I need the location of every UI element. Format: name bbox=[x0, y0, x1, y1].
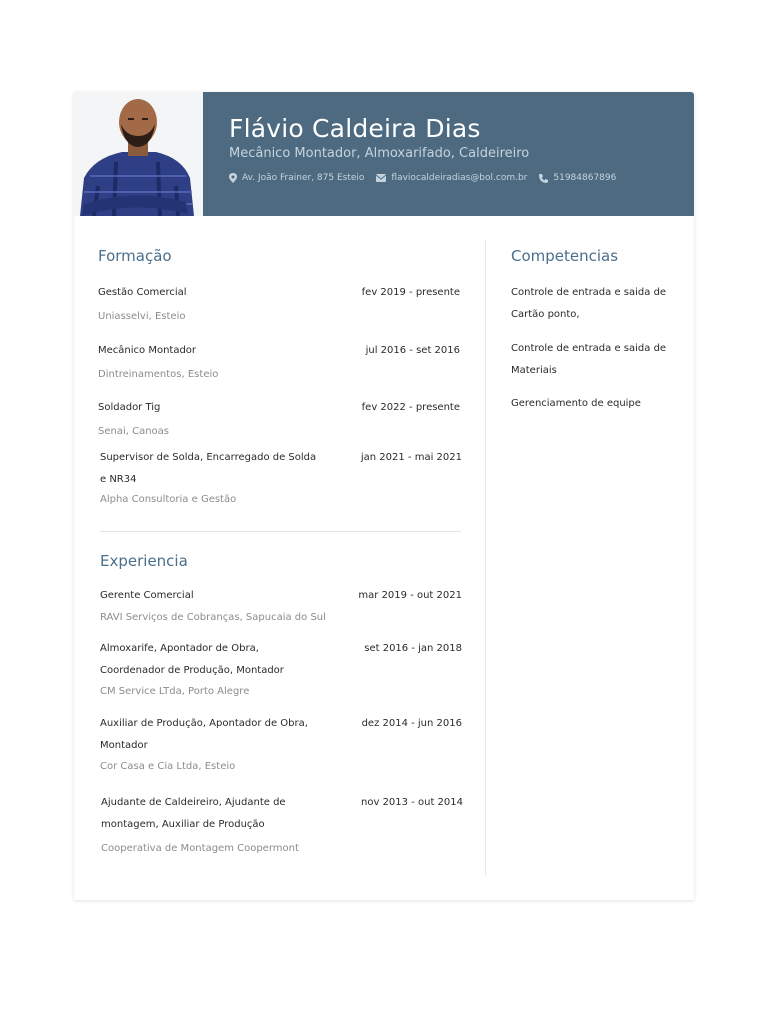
envelope-icon bbox=[376, 174, 386, 182]
entry-role: Mecânico Montador bbox=[98, 345, 197, 356]
entry-role: Supervisor de Solda, Encarregado de Solda e NR34 bbox=[100, 452, 317, 485]
entry-role: Auxiliar de Produção, Apontador de Obra, Montador bbox=[100, 718, 308, 751]
section-divider bbox=[100, 531, 461, 532]
contact-info bbox=[229, 173, 616, 183]
entry-org: Alpha Consultoria e Gestão bbox=[100, 494, 237, 505]
entry-date: set 2016 - jan 2018 bbox=[364, 643, 462, 654]
entry-role: Soldador Tig bbox=[98, 402, 161, 413]
phone-text: 51984867896 bbox=[553, 173, 617, 183]
entry-org: Dintreinamentos, Esteio bbox=[98, 369, 219, 380]
entry-role: Ajudante de Caldeireiro, Ajudante de montagem, Auxiliar de Produção bbox=[101, 797, 286, 830]
entry-date: dez 2014 - jun 2016 bbox=[361, 718, 462, 729]
person-name: Flávio Caldeira Dias bbox=[229, 114, 481, 143]
email-text: flaviocaldeiradias@bol.com.br bbox=[391, 173, 528, 183]
profile-photo bbox=[74, 92, 203, 216]
experience-title: Experiencia bbox=[100, 552, 188, 570]
resume-header bbox=[203, 92, 694, 216]
competencies-title: Competencias bbox=[511, 247, 619, 265]
entry-org: Cooperativa de Montagem Coopermont bbox=[101, 843, 299, 854]
entry-role: Almoxarife, Apontador de Obra, Coordenador de Produção, Montador bbox=[100, 643, 284, 676]
entry-date: jan 2021 - mai 2021 bbox=[360, 452, 462, 463]
person-title: Mecânico Montador, Almoxarifado, Caldeireiro bbox=[229, 146, 530, 161]
entry-date: fev 2019 - presente bbox=[361, 287, 460, 298]
resume-card bbox=[74, 92, 694, 900]
entry-role: Gerente Comercial bbox=[100, 590, 194, 601]
competency-item: Controle de entrada e saida de Cartão ponto, bbox=[511, 287, 667, 320]
entry-date: fev 2022 - presente bbox=[361, 402, 460, 413]
entry-org: Cor Casa e Cia Ltda, Esteio bbox=[100, 761, 236, 772]
map-pin-icon bbox=[229, 173, 237, 183]
entry-org: Uniasselvi, Esteio bbox=[98, 311, 186, 322]
contact-email[interactable] bbox=[376, 173, 527, 183]
contact-address bbox=[229, 173, 364, 183]
entry-role: Gestão Comercial bbox=[98, 287, 187, 298]
competency-item: Gerenciamento de equipe bbox=[511, 398, 641, 409]
column-divider bbox=[485, 240, 486, 876]
contact-phone[interactable] bbox=[539, 173, 616, 183]
entry-org: CM Service LTda, Porto Alegre bbox=[100, 686, 250, 697]
entry-org: RAVI Serviços de Cobranças, Sapucaia do Sul bbox=[100, 612, 326, 623]
address-text: Av. João Frainer, 875 Esteio bbox=[242, 173, 365, 183]
phone-icon bbox=[539, 174, 548, 183]
entry-date: nov 2013 - out 2014 bbox=[361, 797, 463, 808]
education-title: Formação bbox=[98, 247, 172, 265]
entry-date: mar 2019 - out 2021 bbox=[358, 590, 462, 601]
competency-item: Controle de entrada e saida de Materiais bbox=[511, 343, 667, 376]
entry-date: jul 2016 - set 2016 bbox=[365, 345, 460, 356]
entry-org: Senai, Canoas bbox=[98, 426, 170, 437]
